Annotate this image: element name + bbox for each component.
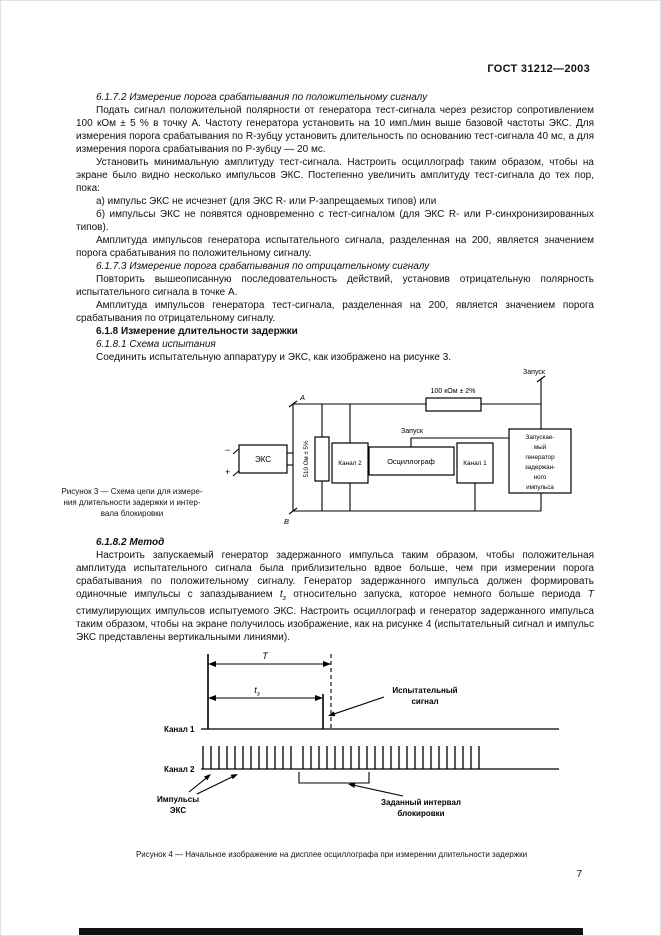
trigger-top-label: Запуск [523, 369, 545, 376]
blanking-interval-label [381, 798, 461, 818]
figure4-caption: Рисунок 4 — Начальное изображение на дисплее осциллографа при измерении длительности задержки [135, 850, 528, 859]
channel1-label: Канал 1 [164, 725, 195, 734]
svg-text:Импульсы: Импульсы [156, 795, 200, 804]
document-header: ГОСТ 31212—2003 [487, 63, 590, 75]
heading-6-1-8: 6.1.8 Измерение длительности задержки [96, 326, 298, 337]
delay-time-symbol: $t_з$ [279, 589, 286, 602]
channel2-label: Канал 2 [164, 765, 195, 774]
eks-pulses-pointer-2 [197, 777, 233, 795]
point-a-label: А [300, 393, 306, 402]
svg-text:Испытательный: Испытательный [392, 686, 458, 695]
resistor-100kohm-label: 100 кОм ± 2% [430, 388, 476, 395]
scan-edge-bar [79, 928, 583, 935]
blanking-pointer [353, 785, 403, 796]
para-method [76, 549, 594, 644]
eks-pulse-comb [203, 746, 479, 769]
heading-6-1-7-2: 6.1.7.2 Измерение порога срабатывания по положительному сигналу [96, 92, 428, 103]
figure3-container [1, 361, 661, 536]
para-repeat-sequence: Повторить вышеописанную последовательность действий, установив отрицательную полярность испытательного сигнала в точке А. [76, 274, 594, 298]
point-b-label: В [284, 517, 290, 526]
svg-text:ного: ного [533, 474, 547, 481]
heading-6-1-8-2: 6.1.8.2 Метод [96, 537, 165, 548]
svg-text:сигнал: сигнал [411, 697, 439, 706]
list-item-a: а) импульс ЭКС не исчезнет (для ЭКС R- или Р-запрещаемых типов) или [96, 196, 437, 207]
resistor-510ohm-label: 510 Ом ± 5% [303, 440, 310, 478]
resistor-100kohm-box [426, 398, 481, 411]
svg-text:задержан-: задержан- [524, 464, 556, 471]
svg-text:блокировки: блокировки [397, 809, 445, 818]
plus-polarity-label: + [225, 467, 231, 477]
para-connect-apparatus: Соединить испытательную аппаратуру и ЭКС, как изображено на рисунке 3. [96, 352, 452, 363]
svg-text:мый: мый [533, 444, 547, 451]
oscilloscope-label: Осциллограф [387, 457, 435, 466]
figure3-circuit-diagram [216, 361, 586, 536]
heading-6-1-8-1: 6.1.8.1 Схема испытания [96, 339, 216, 350]
test-signal-label [392, 686, 457, 706]
eks-pulses-label [157, 795, 199, 815]
method-text-3: стимулирующих импульсов испытуемого ЭКС. Настроить осциллограф и генератор задержанного импульса таким образом, чтобы на экране получилось изображение, как на рисунке 4 (испытательный сигнал и импульс ЭКС представлены вертикальными линиями). [76, 606, 594, 643]
list-item-b: б) импульсы ЭКС не появятся одновременно с тест-сигналом (для ЭКС R- или Р-синхронизированных типов). [76, 209, 594, 233]
page-number: 7 [576, 869, 582, 880]
figure4-timing-diagram [1, 646, 661, 841]
para-amplitude-negative: Амплитуда импульсов генератора тест-сигнала, разделенная на 200, является значением порога срабатывания по отрицательному сигналу. [76, 300, 594, 324]
para-supply-signal: Подать сигнал положительной полярности от генератора тест-сигнала через резистор сопротивлением 100 кОм ± 5 % в точку А. Частоту генератора установить на 10 имп./мин выше базовой частоты ЭКС. Для измерения порога срабатывания по R-зубцу установить длительность по основанию тест-сигнала 40 мс, а для измерения порога срабатывания по Р-зубцу — 20 мс. [76, 105, 594, 155]
text-block-upper [76, 91, 594, 364]
eks-pulses-pointer-1 [189, 777, 207, 792]
delay-time-label: $t_з$ [254, 685, 260, 698]
svg-text:Запускае-: Запускае- [525, 434, 555, 441]
svg-text:Заданный интервал: Заданный интервал [381, 798, 461, 807]
blanking-interval-bracket [299, 772, 369, 783]
text-block-lower [76, 536, 594, 644]
heading-6-1-7-3: 6.1.7.3 Измерение порога срабатывания по отрицательному сигналу [96, 261, 430, 272]
eks-label: ЭКС [254, 455, 272, 464]
period-label: T [262, 651, 268, 661]
period-symbol: Т [587, 589, 594, 600]
para-set-min-amplitude: Установить минимальную амплитуду тест-сигнала. Настроить осциллограф таким образом, чтобы на экране было видно несколько импульсов ЭКС. Постепенно увеличить амплитуду тест-сигнала до тех пор, пока: [76, 157, 594, 194]
trigger-mid-label: Запуск [401, 428, 423, 435]
method-text-2: относительно запуска, которое немного больше периода [285, 589, 588, 600]
channel1-label: Канал 1 [463, 460, 487, 467]
figure3-caption: Рисунок 3 — Схема цепи для измере- ния длительности задержки и интер- вала блокировки [61, 487, 203, 518]
svg-text:генератор: генератор [525, 454, 555, 461]
test-signal-pointer [333, 697, 384, 714]
figure4-container [1, 646, 661, 841]
svg-text:импульса: импульса [526, 484, 554, 491]
para-amplitude-positive: Амплитуда импульсов генератора испытательного сигнала, разделенная на 200, является значением порога срабатывания по положительному сигналу. [76, 235, 594, 259]
method-text-1: Настроить запускаемый генератор задержанного импульса таким образом, чтобы положительная амплитуда испытательного сигнала была приблизительно вдвое больше, чем при измерении порога срабатывания по положительному сигналу. Генератор задержанного импульса должен формировать одиночные импульсы с запаздыванием [76, 550, 594, 600]
minus-polarity-label: − [225, 445, 231, 455]
resistor-510ohm-box [315, 437, 329, 481]
channel2-label: Канал 2 [338, 460, 362, 467]
svg-text:ЭКС: ЭКС [169, 806, 187, 815]
